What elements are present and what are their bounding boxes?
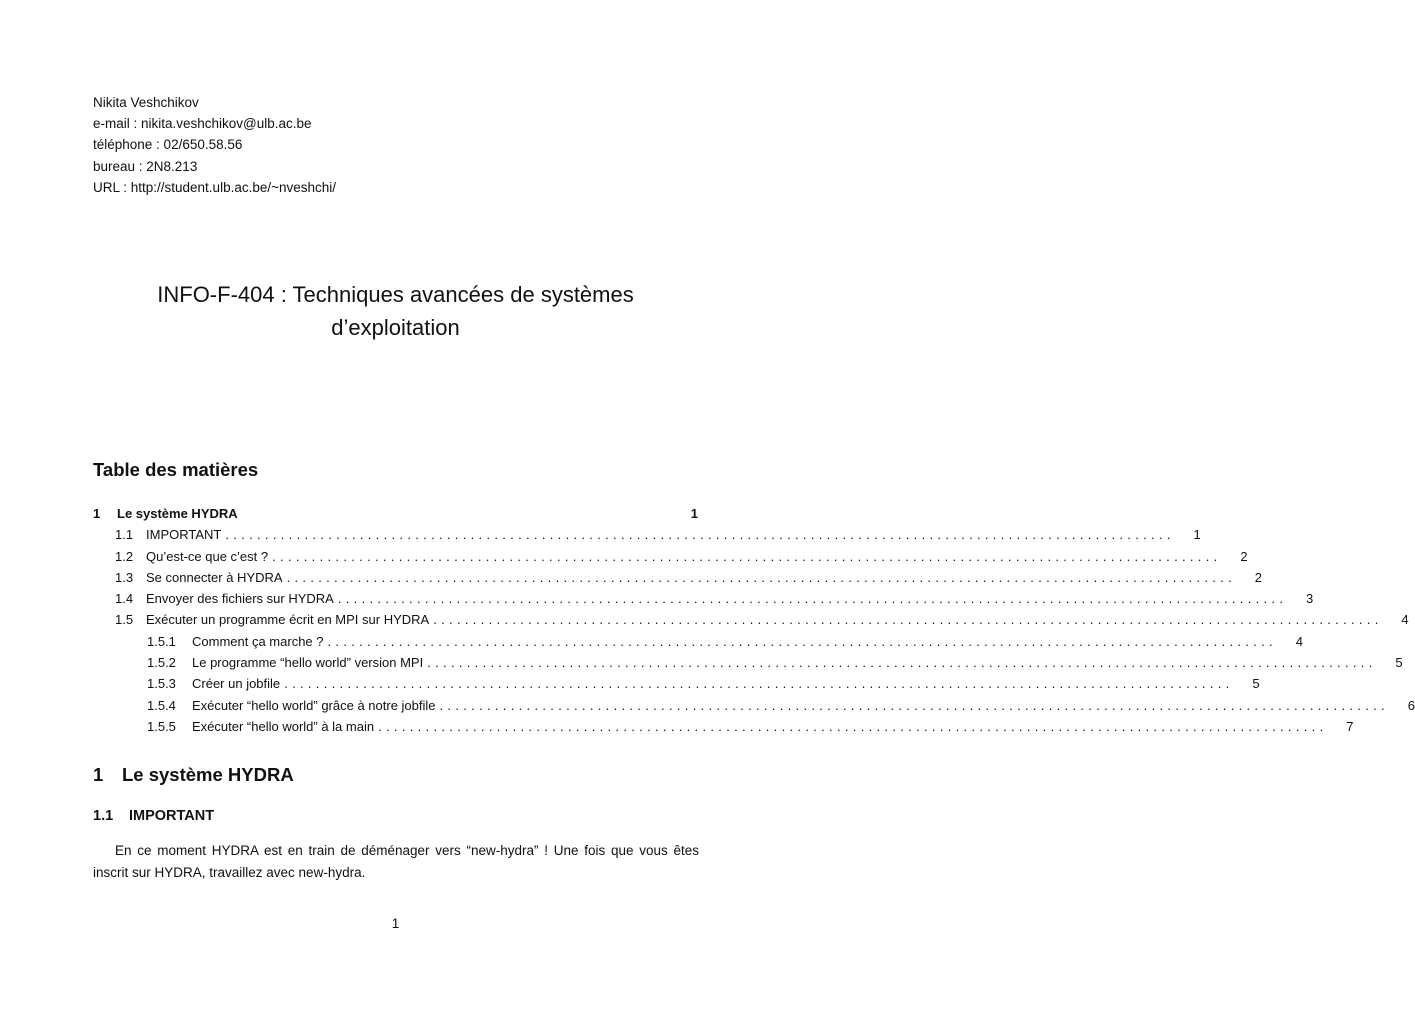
section-heading [93,764,294,786]
toc-entry-number: 1.5.2 [147,655,176,671]
toc-leader-dots: ........................................................................................................................ [284,676,1234,692]
toc-entry[interactable] [93,588,1314,609]
toc-entry-title: Qu’est-ce que c’est ? [146,548,269,564]
section-number: 1 [93,764,104,785]
toc-entry[interactable] [93,567,1262,588]
toc-entry-page: 5 [1252,676,1260,692]
toc-leader-dots: ........................................................................................................................ [427,655,1377,671]
toc-entry-page: 3 [1306,591,1314,607]
toc-entry-page: 4 [1401,612,1409,628]
toc-entry-page: 4 [1295,633,1303,649]
toc-entry-page: 5 [1395,655,1403,671]
toc-leader-dots: ........................................................................................................................ [225,527,1175,543]
toc-entry-title: IMPORTANT [146,527,222,543]
table-of-contents [93,503,1415,737]
toc-entry-number: 1.2 [115,548,134,564]
subsection-heading [93,808,214,824]
contact-block [93,92,336,198]
toc-entry-title: Créer un jobfile [192,676,281,692]
section-title: Le système HYDRA [122,764,294,785]
toc-entry-page: 6 [1407,697,1415,713]
toc-leader-dots: ........................................................................................................................ [272,548,1222,564]
author-office: bureau : 2N8.213 [93,158,198,174]
toc-heading: Table des matières [93,459,259,480]
page-number: 1 [391,916,400,931]
toc-entry-page: 2 [1254,569,1262,585]
toc-entry-number: 1.5.5 [147,718,176,734]
author-name: Nikita Veshchikov [93,95,199,110]
toc-entry-number: 1.5.3 [147,676,176,692]
toc-entry-title: Exécuter un programme écrit en MPI sur HYDRA [146,612,430,628]
toc-entry-title: Comment ça marche ? [192,633,324,649]
toc-entry-title: Exécuter “hello world” grâce à notre jobfile [192,697,436,713]
toc-entry-page: 2 [1240,548,1248,564]
toc-entry-number: 1.4 [115,591,134,607]
subsection-title: IMPORTANT [129,808,215,824]
toc-entry-number: 1.3 [115,569,134,585]
subsection-number: 1.1 [93,808,114,824]
toc-leader-dots: ........................................................................................................................ [378,718,1328,734]
document-title-line-2: d’exploitation [331,315,460,340]
toc-entry[interactable] [93,503,698,524]
toc-entry[interactable] [93,546,1248,567]
toc-entry[interactable] [93,695,1415,716]
toc-entry-title: Se connecter à HYDRA [146,569,283,585]
toc-entry-number: 1.5.1 [147,633,176,649]
author-phone: téléphone : 02/650.58.56 [93,137,243,153]
toc-leader-dots: ........................................................................................................................ [286,569,1236,585]
toc-entry[interactable] [93,652,1403,673]
document-title [0,278,791,344]
toc-leader-dots: ........................................................................................................................ [433,612,1383,628]
toc-entry-title: Envoyer des fichiers sur HYDRA [146,591,334,607]
document-title-line-1: INFO-F-404 : Techniques avancées de systèmes [157,282,634,307]
toc-entry-page: 1 [690,506,698,521]
author-email: e-mail : nikita.veshchikov@ulb.ac.be [93,116,312,132]
toc-entry[interactable] [93,524,1201,545]
toc-entry-number: 1.5 [115,612,134,628]
author-url: URL : http://student.ulb.ac.be/~nveshchi/ [93,179,337,195]
toc-entry-title: Le système HYDRA [117,506,238,521]
toc-entry[interactable] [93,609,1409,630]
toc-entry[interactable] [93,673,1260,694]
toc-entry-number: 1.1 [115,527,134,543]
toc-leader-dots: ........................................................................................................................ [327,633,1277,649]
body-paragraph: En ce moment HYDRA est en train de déménager vers “new-hydra” ! Une fois que vous êtes inscrit sur HYDRA, travaillez avec new-hydra. [93,843,699,880]
toc-entry-number: 1.5.4 [147,697,176,713]
toc-leader-dots: ........................................................................................................................ [439,697,1389,713]
toc-entry-page: 7 [1346,718,1354,734]
toc-leader-dots: ........................................................................................................................ [337,591,1288,607]
toc-entry-page: 1 [1193,527,1201,543]
toc-entry-title: Exécuter “hello world” à la main [192,718,375,734]
toc-entry[interactable] [93,631,1303,652]
toc-entry-number: 1 [93,506,101,521]
toc-entry[interactable] [93,716,1354,737]
toc-entry-title: Le programme “hello world” version MPI [192,655,424,671]
